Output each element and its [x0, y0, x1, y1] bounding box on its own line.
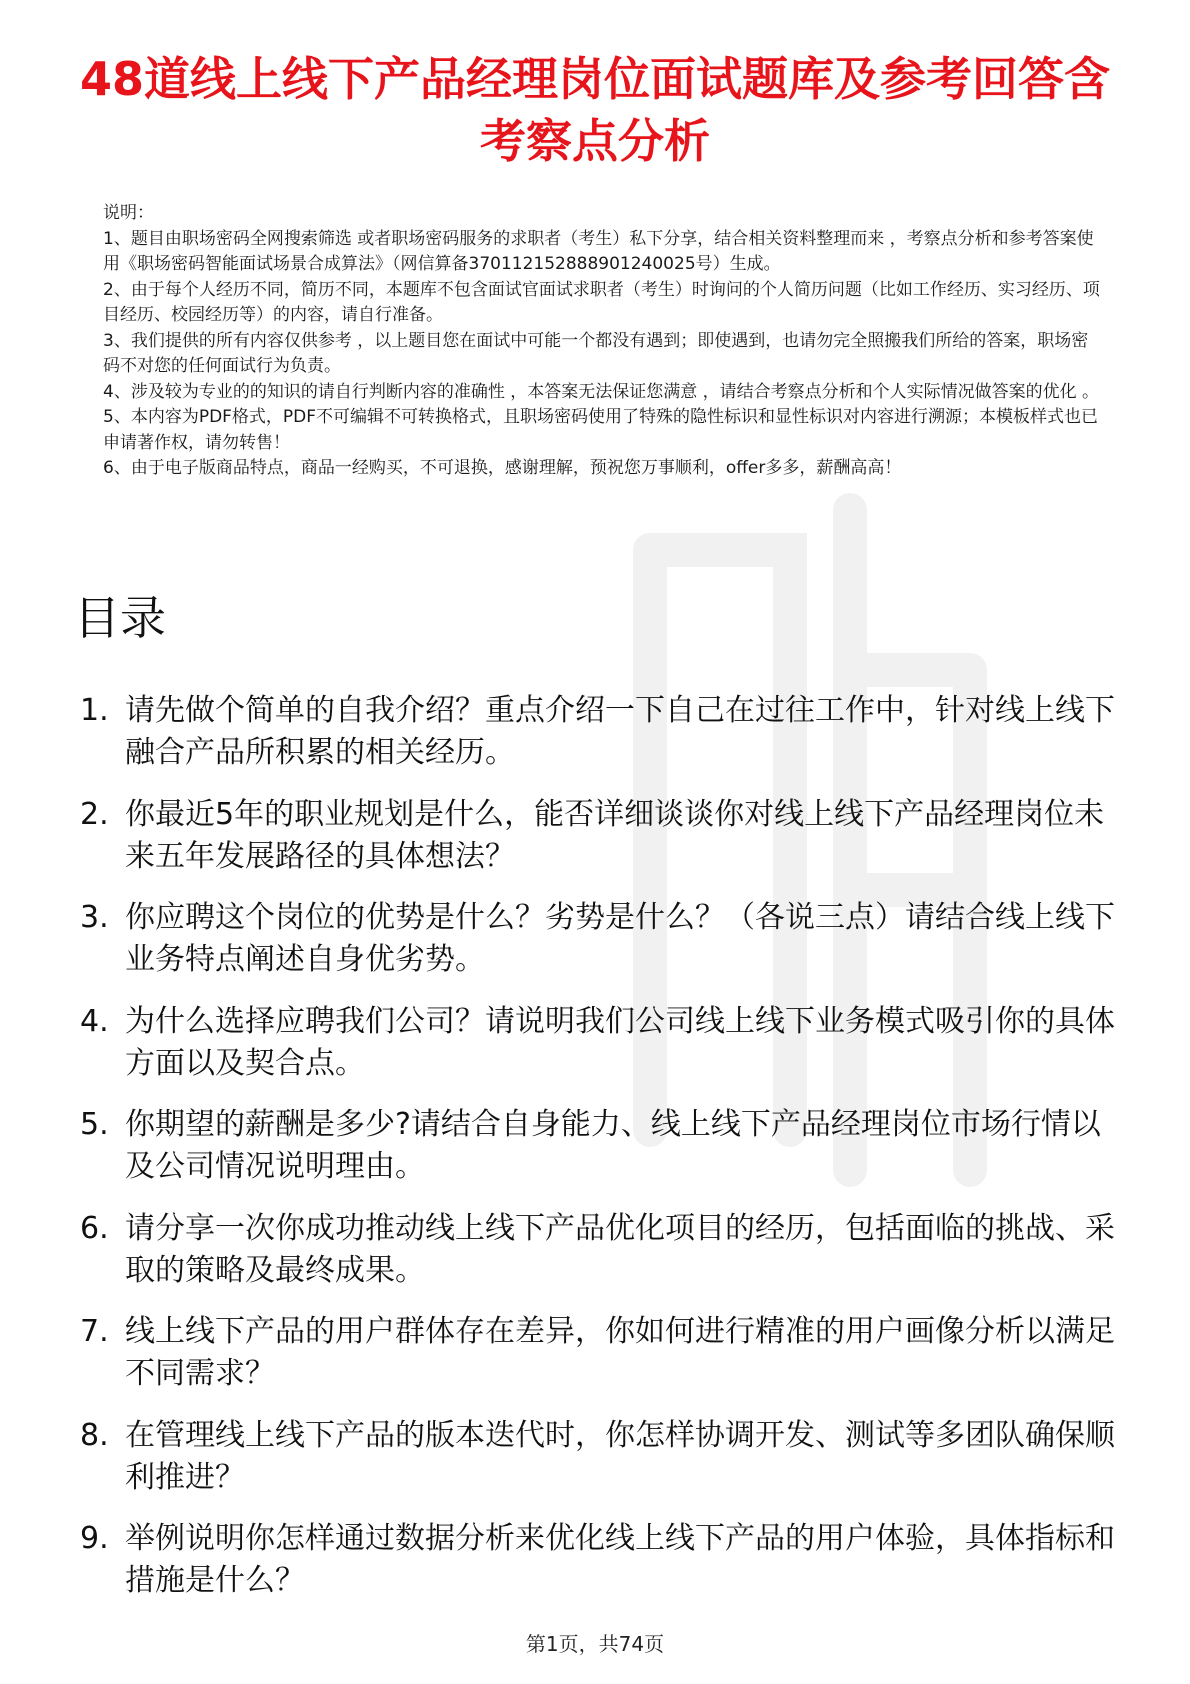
note-item: 6、由于电子版商品特点，商品一经购买，不可退换，感谢理解，预祝您万事顺利，offer多多，薪酬高高！ — [103, 458, 902, 478]
note-item: 2、由于每个人经历不同，简历不同，本题库不包含面试官面试求职者（考生）时询问的个人简历问题（比如工作经历、实习经历、项目经历、校园经历等）的内容，请自行准备。 — [103, 279, 1100, 325]
note-item: 3、我们提供的所有内容仅供参考 ，以上题目您在面试中可能一个都没有遇到；即使遇到，也请勿完全照搬我们所给的答案，职场密码不对您的任何面试行为负责。 — [103, 330, 1089, 376]
document-title: 48道线上线下产品经理岗位面试题库及参考回答含考察点分析 — [79, 52, 1110, 168]
toc-item[interactable] — [80, 1208, 1130, 1312]
toc-item[interactable] — [80, 690, 1130, 794]
toc-item[interactable] — [80, 1001, 1130, 1105]
toc-item-text: 请分享一次你成功推动线上线下产品优化项目的经历，包括面临的挑战、采取的策略及最终成果。 — [125, 1210, 1115, 1288]
toc-item[interactable] — [80, 1415, 1130, 1519]
toc-item-text: 举例说明你怎样通过数据分析来优化线上线下产品的用户体验，具体指标和措施是什么？ — [125, 1521, 1115, 1598]
toc-item-text: 线上线下产品的用户群体存在差异，你如何进行精准的用户画像分析以满足不同需求？ — [125, 1314, 1115, 1391]
toc-item-number: 4. — [80, 1003, 109, 1039]
notes-heading: 说明： — [103, 203, 154, 223]
notes-section — [103, 201, 1103, 482]
toc-item-number: 8. — [80, 1417, 109, 1453]
toc-list — [80, 690, 1130, 1622]
toc-item[interactable] — [80, 1311, 1130, 1415]
toc-item-number: 3. — [80, 900, 109, 935]
toc-item[interactable] — [80, 897, 1130, 1001]
toc-item-number: 1. — [80, 693, 109, 728]
note-item: 5、本内容为PDF格式，PDF不可编辑不可转换格式，且职场密码使用了特殊的隐性标识和显性标识对内容进行溯源；本模板样式也已申请著作权，请勿转售！ — [103, 407, 1099, 453]
toc-item-text: 在管理线上线下产品的版本迭代时，你怎样协调开发、测试等多团队确保顺利推进？ — [125, 1417, 1115, 1495]
toc-item-text: 你期望的薪酬是多少?请结合自身能力、线上线下产品经理岗位市场行情以及公司情况说明理由。 — [125, 1107, 1101, 1184]
toc-item-text: 为什么选择应聘我们公司？请说明我们公司线上线下业务模式吸引你的具体方面以及契合点。 — [125, 1003, 1115, 1081]
toc-item-number: 5. — [80, 1107, 109, 1142]
toc-item-number: 7. — [80, 1314, 109, 1349]
toc-item[interactable] — [80, 1518, 1130, 1622]
note-item: 4、涉及较为专业的的知识的请自行判断内容的准确性 ，本答案无法保证您满意 ，请结合考察点分析和个人实际情况做答案的优化 。 — [103, 381, 1100, 402]
toc-item-text: 请先做个简单的自我介绍？重点介绍一下自己在过往工作中，针对线上线下融合产品所积累的相关经历。 — [125, 693, 1115, 770]
toc-heading: 目录 — [74, 591, 166, 645]
toc-item[interactable] — [80, 1104, 1130, 1208]
toc-item-text: 你应聘这个岗位的优势是什么？劣势是什么？（各说三点）请结合线上线下业务特点阐述自身优劣势。 — [125, 900, 1115, 977]
toc-item-number: 9. — [80, 1521, 109, 1556]
toc-item-text: 你最近5年的职业规划是什么，能否详细谈谈你对线上线下产品经理岗位未来五年发展路径的具体想法？ — [125, 796, 1105, 874]
toc-item[interactable] — [80, 794, 1130, 898]
toc-item-number: 2. — [80, 796, 109, 832]
page-footer: 第1页，共74页 — [525, 1632, 665, 1656]
note-item: 1、题目由职场密码全网搜索筛选 或者职场密码服务的求职者（考生）私下分享，结合相关资料整理而来 ，考察点分析和参考答案使用《职场密码智能面试场景合成算法》（网信算备370112152888901240025号）生成。 — [103, 228, 1094, 274]
toc-item-number: 6. — [80, 1210, 109, 1246]
